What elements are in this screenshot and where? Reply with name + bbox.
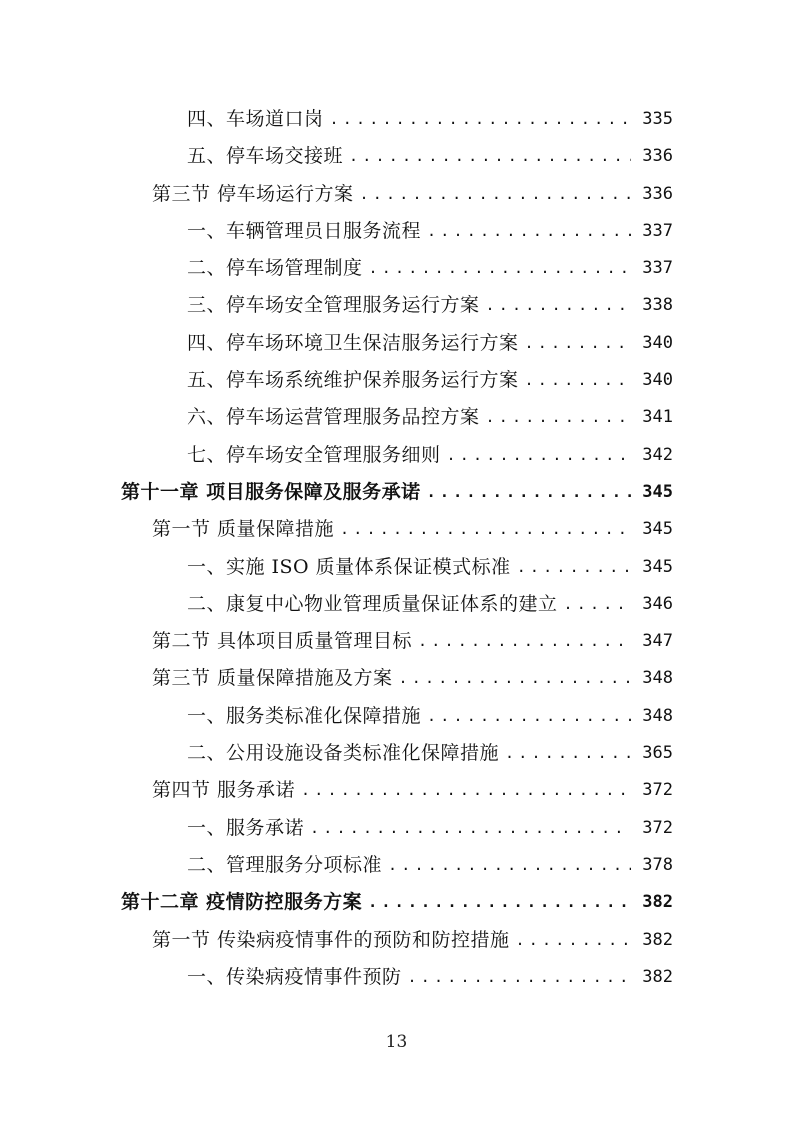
toc-entry-title: 一、服务类标准化保障措施 xyxy=(187,704,422,727)
toc-entry-page: 348 xyxy=(642,705,673,726)
toc-entry-page: 338 xyxy=(642,295,673,316)
toc-section-entry[interactable] xyxy=(0,511,793,548)
toc-entry[interactable] xyxy=(0,586,793,623)
toc-entry-title: 二、停车场管理制度 xyxy=(187,257,363,280)
toc-dot-leader xyxy=(408,959,631,996)
toc-entry-page: 342 xyxy=(642,444,673,465)
toc-section-entry[interactable] xyxy=(0,772,793,809)
toc-entry[interactable] xyxy=(0,399,793,436)
toc-entry-page: 382 xyxy=(642,929,673,950)
toc-entry[interactable] xyxy=(0,250,793,287)
toc-dot-leader xyxy=(447,437,631,474)
toc-entry-page: 346 xyxy=(642,593,673,614)
toc-entry[interactable] xyxy=(0,437,793,474)
toc-entry[interactable] xyxy=(0,138,793,175)
toc-entry[interactable] xyxy=(0,549,793,586)
toc-entry-title: 二、公用设施设备类标准化保障措施 xyxy=(187,742,500,765)
toc-dot-leader xyxy=(301,772,631,809)
toc-entry-page: 337 xyxy=(642,258,673,279)
toc-dot-leader xyxy=(486,287,631,324)
toc-section-entry[interactable] xyxy=(0,176,793,213)
toc-chapter-entry[interactable] xyxy=(0,884,793,921)
toc-chapter-entry[interactable] xyxy=(0,474,793,511)
toc-dot-leader xyxy=(525,362,631,399)
toc-entry[interactable] xyxy=(0,325,793,362)
toc-entry[interactable] xyxy=(0,287,793,324)
toc-dot-leader xyxy=(340,511,631,548)
toc-dot-leader xyxy=(388,847,631,884)
toc-entry-title: 七、停车场安全管理服务细则 xyxy=(187,443,441,466)
toc-entry-title: 一、传染病疫情事件预防 xyxy=(187,965,402,988)
toc-entry-page: 341 xyxy=(642,407,673,428)
toc-entry[interactable] xyxy=(0,698,793,735)
toc-dot-leader xyxy=(369,250,631,287)
toc-entry-page: 345 xyxy=(642,556,673,577)
toc-entry[interactable] xyxy=(0,810,793,847)
toc-entry-page: 365 xyxy=(642,743,673,764)
toc-entry-title: 第十一章 项目服务保障及服务承诺 xyxy=(121,480,421,503)
page-number: 13 xyxy=(385,1032,408,1052)
toc-dot-leader xyxy=(564,586,631,623)
toc-section-entry[interactable] xyxy=(0,623,793,660)
toc-entry-page: 345 xyxy=(642,481,673,502)
toc-entry-page: 336 xyxy=(642,146,673,167)
toc-entry-page: 372 xyxy=(642,817,673,838)
toc-entry-page: 345 xyxy=(642,519,673,540)
toc-entry-page: 348 xyxy=(642,668,673,689)
toc-dot-leader xyxy=(349,138,631,175)
toc-entry-page: 340 xyxy=(642,370,673,391)
toc-dot-leader xyxy=(427,213,631,250)
toc-entry-title: 第三节 质量保障措施及方案 xyxy=(152,667,393,690)
toc-entry-page: 382 xyxy=(642,966,673,987)
toc-dot-leader xyxy=(310,810,631,847)
toc-entry-title: 第二节 具体项目质量管理目标 xyxy=(152,630,413,653)
toc-entry-title: 第一节 质量保障措施 xyxy=(152,518,335,541)
toc-section-entry[interactable] xyxy=(0,922,793,959)
toc-entry-page: 335 xyxy=(642,109,673,129)
toc-entry[interactable] xyxy=(0,959,793,996)
toc-dot-leader xyxy=(517,549,631,586)
toc-entry[interactable] xyxy=(0,847,793,884)
toc-dot-leader xyxy=(505,735,631,772)
toc-entry-page: 347 xyxy=(642,631,673,652)
toc-entry-title: 第三节 停车场运行方案 xyxy=(152,182,354,205)
toc-dot-leader xyxy=(516,922,631,959)
toc-dot-leader xyxy=(368,884,631,921)
toc-entry-title: 二、康复中心物业管理质量保证体系的建立 xyxy=(187,592,558,615)
toc-entry-title: 第四节 服务承诺 xyxy=(152,779,296,802)
toc-dot-leader xyxy=(427,698,631,735)
toc-entry-title: 第十二章 疫情防控服务方案 xyxy=(121,891,363,914)
toc-entry-title: 四、车场道口岗 xyxy=(187,108,324,130)
toc-entry-page: 337 xyxy=(642,220,673,241)
toc-entry-page: 378 xyxy=(642,854,673,875)
toc-section-entry[interactable] xyxy=(0,660,793,697)
toc-dot-leader xyxy=(525,325,631,362)
toc-dot-leader xyxy=(360,176,631,213)
toc-entry-title: 二、管理服务分项标准 xyxy=(187,853,383,876)
toc-entry-title: 四、停车场环境卫生保洁服务运行方案 xyxy=(187,331,519,354)
toc-dot-leader xyxy=(427,474,631,511)
toc-dot-leader xyxy=(399,660,631,697)
toc-entry-page: 372 xyxy=(642,780,673,801)
toc-entry-title: 五、停车场交接班 xyxy=(187,145,344,168)
toc-entry-title: 第一节 传染病疫情事件的预防和防控措施 xyxy=(152,928,510,951)
toc-entry-title: 一、实施 ISO 质量体系保证模式标准 xyxy=(187,555,511,578)
toc-dot-leader xyxy=(486,399,631,436)
toc-dot-leader xyxy=(330,101,631,138)
toc-entry[interactable] xyxy=(0,213,793,250)
toc-dot-leader xyxy=(418,623,631,660)
toc-entry-title: 一、车辆管理员日服务流程 xyxy=(187,219,422,242)
toc-entry-title: 一、服务承诺 xyxy=(187,816,305,839)
toc-entry-page: 382 xyxy=(642,892,673,913)
toc-entry-title: 五、停车场系统维护保养服务运行方案 xyxy=(187,369,519,392)
toc-entry[interactable] xyxy=(0,101,793,138)
toc-entry-title: 三、停车场安全管理服务运行方案 xyxy=(187,294,480,317)
toc-entry-title: 六、停车场运营管理服务品控方案 xyxy=(187,406,480,429)
toc-entry[interactable] xyxy=(0,735,793,772)
table-of-contents xyxy=(0,101,793,996)
toc-entry-page: 336 xyxy=(642,183,673,204)
toc-entry-page: 340 xyxy=(642,332,673,353)
toc-entry[interactable] xyxy=(0,362,793,399)
